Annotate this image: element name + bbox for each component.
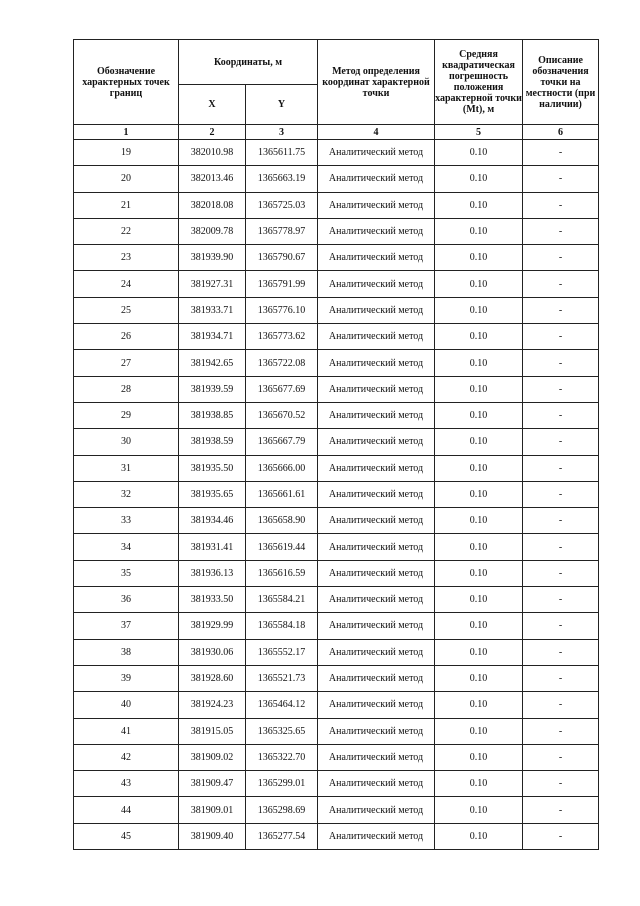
cell-y: 1365521.73: [246, 665, 318, 691]
cell-point: 34: [74, 534, 179, 560]
cell-error: 0.10: [435, 718, 523, 744]
cell-x: 381934.71: [179, 324, 246, 350]
cell-y: 1365552.17: [246, 639, 318, 665]
cell-point: 40: [74, 692, 179, 718]
cell-y: 1365584.21: [246, 587, 318, 613]
cell-error: 0.10: [435, 508, 523, 534]
cell-x: 381933.71: [179, 297, 246, 323]
cell-method: Аналитический метод: [318, 218, 435, 244]
cell-y: 1365722.08: [246, 350, 318, 376]
table-row: [74, 534, 599, 560]
cell-x: 381939.90: [179, 245, 246, 271]
header-coordinates: Координаты, м: [179, 40, 318, 85]
cell-description: -: [523, 376, 599, 402]
table-row: [74, 192, 599, 218]
cell-y: 1365325.65: [246, 718, 318, 744]
cell-method: Аналитический метод: [318, 534, 435, 560]
cell-x: 381939.59: [179, 376, 246, 402]
cell-x: 381929.99: [179, 613, 246, 639]
cell-description: -: [523, 166, 599, 192]
cell-method: Аналитический метод: [318, 245, 435, 271]
cell-description: -: [523, 508, 599, 534]
cell-error: 0.10: [435, 797, 523, 823]
table-row: [74, 350, 599, 376]
cell-y: 1365658.90: [246, 508, 318, 534]
column-number-4: 4: [318, 125, 435, 140]
cell-x: 382009.78: [179, 218, 246, 244]
cell-method: Аналитический метод: [318, 508, 435, 534]
cell-point: 23: [74, 245, 179, 271]
cell-description: -: [523, 481, 599, 507]
cell-error: 0.10: [435, 324, 523, 350]
cell-description: -: [523, 692, 599, 718]
cell-x: 381927.31: [179, 271, 246, 297]
cell-method: Аналитический метод: [318, 718, 435, 744]
cell-y: 1365773.62: [246, 324, 318, 350]
cell-error: 0.10: [435, 245, 523, 271]
cell-description: -: [523, 771, 599, 797]
cell-error: 0.10: [435, 218, 523, 244]
cell-y: 1365778.97: [246, 218, 318, 244]
cell-y: 1365663.19: [246, 166, 318, 192]
cell-description: -: [523, 271, 599, 297]
cell-point: 44: [74, 797, 179, 823]
cell-x: 382013.46: [179, 166, 246, 192]
column-number-1: 1: [74, 125, 179, 140]
cell-x: 381936.13: [179, 560, 246, 586]
cell-error: 0.10: [435, 639, 523, 665]
table-row: [74, 560, 599, 586]
table-row: [74, 429, 599, 455]
cell-error: 0.10: [435, 771, 523, 797]
cell-y: 1365619.44: [246, 534, 318, 560]
cell-description: -: [523, 823, 599, 849]
cell-method: Аналитический метод: [318, 744, 435, 770]
cell-method: Аналитический метод: [318, 823, 435, 849]
cell-method: Аналитический метод: [318, 140, 435, 166]
cell-error: 0.10: [435, 402, 523, 428]
cell-method: Аналитический метод: [318, 665, 435, 691]
cell-x: 381930.06: [179, 639, 246, 665]
header-error: Средняя квадратическая погрешность положения характерной точки (Mt), м: [435, 40, 523, 125]
header-y: Y: [246, 85, 318, 125]
table-row: [74, 665, 599, 691]
cell-description: -: [523, 797, 599, 823]
column-number-5: 5: [435, 125, 523, 140]
cell-y: 1365322.70: [246, 744, 318, 770]
table-row: [74, 218, 599, 244]
cell-error: 0.10: [435, 140, 523, 166]
cell-description: -: [523, 639, 599, 665]
cell-y: 1365725.03: [246, 192, 318, 218]
column-number-2: 2: [179, 125, 246, 140]
cell-y: 1365790.67: [246, 245, 318, 271]
cell-y: 1365666.00: [246, 455, 318, 481]
cell-point: 41: [74, 718, 179, 744]
table-row: [74, 639, 599, 665]
coordinates-table: [73, 39, 599, 850]
cell-point: 33: [74, 508, 179, 534]
cell-x: 381934.46: [179, 508, 246, 534]
cell-point: 29: [74, 402, 179, 428]
cell-y: 1365299.01: [246, 771, 318, 797]
cell-point: 19: [74, 140, 179, 166]
cell-point: 20: [74, 166, 179, 192]
cell-x: 382010.98: [179, 140, 246, 166]
table-row: [74, 481, 599, 507]
cell-method: Аналитический метод: [318, 192, 435, 218]
cell-point: 32: [74, 481, 179, 507]
cell-point: 43: [74, 771, 179, 797]
cell-point: 26: [74, 324, 179, 350]
cell-error: 0.10: [435, 534, 523, 560]
table-row: [74, 692, 599, 718]
cell-method: Аналитический метод: [318, 376, 435, 402]
cell-x: 381924.23: [179, 692, 246, 718]
cell-description: -: [523, 429, 599, 455]
cell-description: -: [523, 534, 599, 560]
cell-description: -: [523, 324, 599, 350]
cell-error: 0.10: [435, 744, 523, 770]
cell-method: Аналитический метод: [318, 271, 435, 297]
cell-error: 0.10: [435, 166, 523, 192]
cell-point: 24: [74, 271, 179, 297]
cell-point: 21: [74, 192, 179, 218]
cell-y: 1365667.79: [246, 429, 318, 455]
header-method: Метод определения координат характерной точки: [318, 40, 435, 125]
cell-description: -: [523, 218, 599, 244]
column-number-3: 3: [246, 125, 318, 140]
cell-point: 35: [74, 560, 179, 586]
cell-y: 1365611.75: [246, 140, 318, 166]
cell-point: 22: [74, 218, 179, 244]
table-row: [74, 166, 599, 192]
header-description: Описание обозначения точки на местности (при наличии): [523, 40, 599, 125]
cell-method: Аналитический метод: [318, 560, 435, 586]
cell-error: 0.10: [435, 192, 523, 218]
table-row: [74, 402, 599, 428]
cell-method: Аналитический метод: [318, 350, 435, 376]
cell-method: Аналитический метод: [318, 797, 435, 823]
cell-description: -: [523, 140, 599, 166]
table-row: [74, 271, 599, 297]
cell-method: Аналитический метод: [318, 455, 435, 481]
cell-y: 1365670.52: [246, 402, 318, 428]
cell-point: 38: [74, 639, 179, 665]
cell-y: 1365677.69: [246, 376, 318, 402]
cell-y: 1365776.10: [246, 297, 318, 323]
cell-method: Аналитический метод: [318, 402, 435, 428]
column-number-6: 6: [523, 125, 599, 140]
cell-description: -: [523, 613, 599, 639]
cell-error: 0.10: [435, 692, 523, 718]
table-row: [74, 797, 599, 823]
cell-point: 36: [74, 587, 179, 613]
cell-error: 0.10: [435, 587, 523, 613]
cell-method: Аналитический метод: [318, 481, 435, 507]
table-row: [74, 771, 599, 797]
header-point-designation: Обозначение характерных точек границ: [74, 40, 179, 125]
cell-x: 381933.50: [179, 587, 246, 613]
cell-x: 381909.47: [179, 771, 246, 797]
cell-x: 381935.50: [179, 455, 246, 481]
cell-point: 31: [74, 455, 179, 481]
cell-point: 42: [74, 744, 179, 770]
cell-error: 0.10: [435, 455, 523, 481]
cell-error: 0.10: [435, 823, 523, 849]
cell-description: -: [523, 718, 599, 744]
cell-error: 0.10: [435, 665, 523, 691]
cell-x: 381928.60: [179, 665, 246, 691]
cell-description: -: [523, 297, 599, 323]
table-row: [74, 376, 599, 402]
cell-method: Аналитический метод: [318, 166, 435, 192]
cell-point: 25: [74, 297, 179, 323]
cell-y: 1365584.18: [246, 613, 318, 639]
cell-description: -: [523, 350, 599, 376]
cell-x: 381938.85: [179, 402, 246, 428]
cell-x: 381909.02: [179, 744, 246, 770]
cell-point: 27: [74, 350, 179, 376]
cell-y: 1365277.54: [246, 823, 318, 849]
table-row: [74, 508, 599, 534]
cell-method: Аналитический метод: [318, 297, 435, 323]
cell-error: 0.10: [435, 481, 523, 507]
cell-description: -: [523, 744, 599, 770]
cell-description: -: [523, 560, 599, 586]
table-row: [74, 245, 599, 271]
cell-error: 0.10: [435, 376, 523, 402]
cell-method: Аналитический метод: [318, 639, 435, 665]
cell-x: 381935.65: [179, 481, 246, 507]
cell-x: 382018.08: [179, 192, 246, 218]
table-row: [74, 455, 599, 481]
cell-error: 0.10: [435, 613, 523, 639]
cell-y: 1365616.59: [246, 560, 318, 586]
cell-x: 381938.59: [179, 429, 246, 455]
cell-x: 381915.05: [179, 718, 246, 744]
cell-description: -: [523, 402, 599, 428]
cell-x: 381931.41: [179, 534, 246, 560]
cell-error: 0.10: [435, 350, 523, 376]
cell-x: 381909.01: [179, 797, 246, 823]
cell-method: Аналитический метод: [318, 587, 435, 613]
cell-method: Аналитический метод: [318, 692, 435, 718]
cell-method: Аналитический метод: [318, 429, 435, 455]
cell-error: 0.10: [435, 297, 523, 323]
table-row: [74, 823, 599, 849]
cell-error: 0.10: [435, 429, 523, 455]
cell-description: -: [523, 665, 599, 691]
table-row: [74, 744, 599, 770]
cell-description: -: [523, 587, 599, 613]
cell-x: 381909.40: [179, 823, 246, 849]
table-row: [74, 718, 599, 744]
cell-y: 1365298.69: [246, 797, 318, 823]
cell-error: 0.10: [435, 271, 523, 297]
cell-y: 1365661.61: [246, 481, 318, 507]
cell-error: 0.10: [435, 560, 523, 586]
cell-point: 45: [74, 823, 179, 849]
header-x: X: [179, 85, 246, 125]
table-row: [74, 587, 599, 613]
table-row: [74, 324, 599, 350]
table-row: [74, 297, 599, 323]
cell-method: Аналитический метод: [318, 613, 435, 639]
table-row: [74, 613, 599, 639]
cell-description: -: [523, 192, 599, 218]
cell-y: 1365791.99: [246, 271, 318, 297]
cell-method: Аналитический метод: [318, 324, 435, 350]
cell-y: 1365464.12: [246, 692, 318, 718]
cell-point: 28: [74, 376, 179, 402]
cell-point: 37: [74, 613, 179, 639]
cell-point: 39: [74, 665, 179, 691]
cell-method: Аналитический метод: [318, 771, 435, 797]
cell-description: -: [523, 245, 599, 271]
table-row: [74, 140, 599, 166]
cell-point: 30: [74, 429, 179, 455]
cell-x: 381942.65: [179, 350, 246, 376]
cell-description: -: [523, 455, 599, 481]
